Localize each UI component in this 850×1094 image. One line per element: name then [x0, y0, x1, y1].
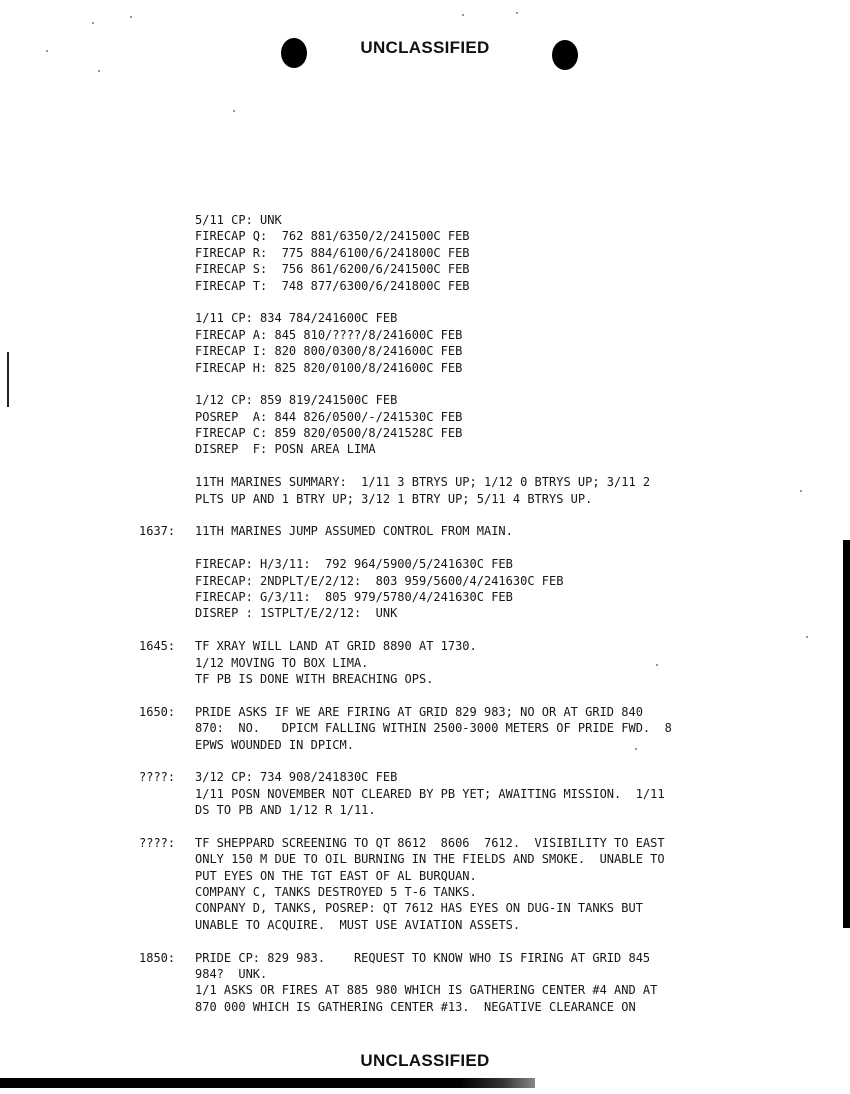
entry-line: 870 000 WHICH IS GATHERING CENTER #13. NEGATIVE CLEARANCE ON	[195, 999, 636, 1014]
scan-speck	[98, 70, 100, 72]
entry-time: 1645:	[139, 639, 176, 654]
entry-body	[195, 556, 850, 622]
log-entry	[0, 523, 850, 539]
entry-line: 11TH MARINES SUMMARY: 1/11 3 BTRYS UP; 1/12 0 BTRYS UP; 3/11 2	[195, 475, 651, 490]
entry-time: 1650:	[139, 704, 176, 719]
entry-line: DS TO PB AND 1/12 R 1/11.	[195, 803, 376, 818]
scan-speck	[46, 50, 48, 52]
entry-line: 1/12 CP: 859 819/241500C FEB	[195, 393, 398, 408]
entry-body	[195, 392, 850, 458]
scan-speck	[516, 12, 518, 14]
entry-line: PRIDE ASKS IF WE ARE FIRING AT GRID 829 983; NO OR AT GRID 840	[195, 704, 643, 719]
entry-line: 984? UNK.	[195, 966, 268, 981]
entry-line: UNABLE TO ACQUIRE. MUST USE AVIATION ASSETS.	[195, 917, 521, 932]
entry-line: 1/12 MOVING TO BOX LIMA.	[195, 655, 369, 670]
top-classification-marking: UNCLASSIFIED	[360, 38, 490, 57]
entry-line: 1/1 ASKS OR FIRES AT 885 980 WHICH IS GATHERING CENTER #4 AND AT	[195, 983, 658, 998]
entry-line: FIRECAP C: 859 820/0500/8/241528C FEB	[195, 426, 463, 441]
entry-line: FIRECAP H: 825 820/0100/8/241600C FEB	[195, 360, 463, 375]
entry-line: EPWS WOUNDED IN DPICM.	[195, 737, 354, 752]
entry-line: TF PB IS DONE WITH BREACHING OPS.	[195, 671, 434, 686]
entry-line: FIRECAP: 2NDPLT/E/2/12: 803 959/5600/4/241630C FEB	[195, 573, 564, 588]
entry-line: 1/11 CP: 834 784/241600C FEB	[195, 311, 398, 326]
entry-line: FIRECAP R: 775 884/6100/6/241800C FEB	[195, 245, 470, 260]
scan-speck	[130, 16, 132, 18]
entry-body	[195, 950, 850, 1016]
entry-line: FIRECAP I: 820 800/0300/8/241600C FEB	[195, 344, 463, 359]
entry-line: 3/12 CP: 734 908/241830C FEB	[195, 770, 398, 785]
log-entry	[0, 310, 850, 376]
entry-body	[195, 212, 850, 294]
entry-line: CONPANY D, TANKS, POSREP: QT 7612 HAS EYES ON DUG-IN TANKS BUT	[195, 901, 643, 916]
entry-line: FIRECAP: G/3/11: 805 979/5780/4/241630C FEB	[195, 589, 513, 604]
entry-line: DISREP F: POSN AREA LIMA	[195, 442, 376, 457]
scan-bottom-bar	[0, 1078, 535, 1088]
entry-body	[195, 523, 850, 539]
entry-gap	[0, 818, 850, 834]
entry-time: 1850:	[139, 950, 176, 965]
entry-line: PRIDE CP: 829 983. REQUEST TO KNOW WHO IS FIRING AT GRID 845	[195, 950, 651, 965]
entry-gap	[0, 933, 850, 949]
entry-line: POSREP A: 844 826/0500/-/241530C FEB	[195, 409, 463, 424]
entry-line: PUT EYES ON THE TGT EAST OF AL BURQUAN.	[195, 868, 477, 883]
entry-line: FIRECAP Q: 762 881/6350/2/241500C FEB	[195, 229, 470, 244]
log-entry	[0, 704, 850, 753]
entry-line: 870: NO. DPICM FALLING WITHIN 2500-3000 METERS OF PRIDE FWD. 8	[195, 721, 672, 736]
entry-line: FIRECAP T: 748 877/6300/6/241800C FEB	[195, 278, 470, 293]
entry-gap	[0, 687, 850, 703]
entry-gap	[0, 507, 850, 523]
entry-time: 1637:	[139, 524, 176, 539]
entry-gap	[0, 622, 850, 638]
log-entry	[0, 835, 850, 933]
entry-body	[195, 638, 850, 687]
entry-line: 11TH MARINES JUMP ASSUMED CONTROL FROM MAIN.	[195, 524, 513, 539]
entry-gap	[0, 294, 850, 310]
log-entry	[0, 392, 850, 458]
entry-time: ????:	[139, 835, 176, 850]
log-entry	[0, 474, 850, 507]
entry-body	[195, 704, 850, 753]
entry-body	[195, 835, 850, 933]
scan-speck	[462, 14, 464, 16]
entry-line: PLTS UP AND 1 BTRY UP; 3/12 1 BTRY UP; 5/11 4 BTRYS UP.	[195, 491, 593, 506]
log-entry	[0, 212, 850, 294]
entry-line: 5/11 CP: UNK	[195, 213, 282, 227]
log-entry	[0, 769, 850, 818]
entry-time: ????:	[139, 770, 176, 785]
entry-gap	[0, 753, 850, 769]
scan-speck	[92, 22, 94, 24]
bottom-classification-marking: UNCLASSIFIED	[360, 1051, 490, 1070]
entry-gap	[0, 376, 850, 392]
scan-speck	[233, 110, 235, 112]
entry-gap	[0, 540, 850, 556]
entry-body	[195, 310, 850, 376]
entry-line: ONLY 150 M DUE TO OIL BURNING IN THE FIELDS AND SMOKE. UNABLE TO	[195, 852, 665, 867]
log-entry	[0, 556, 850, 622]
entry-line: FIRECAP A: 845 810/????/8/241600C FEB	[195, 327, 463, 342]
entry-body	[195, 769, 850, 818]
entry-line: COMPANY C, TANKS DESTROYED 5 T-6 TANKS.	[195, 885, 477, 900]
entry-line: FIRECAP S: 756 861/6200/6/241500C FEB	[195, 262, 470, 277]
entry-line: 1/11 POSN NOVEMBER NOT CLEARED BY PB YET; AWAITING MISSION. 1/11	[195, 786, 665, 801]
entry-body	[195, 474, 850, 507]
entry-line: TF XRAY WILL LAND AT GRID 8890 AT 1730.	[195, 639, 477, 654]
entry-gap	[0, 458, 850, 474]
entry-line: FIRECAP: H/3/11: 792 964/5900/5/241630C FEB	[195, 557, 513, 572]
entry-line: DISREP : 1STPLT/E/2/12: UNK	[195, 606, 398, 621]
log-entry	[0, 950, 850, 1016]
log-entry	[0, 638, 850, 687]
entry-line: TF SHEPPARD SCREENING TO QT 8612 8606 7612. VISIBILITY TO EAST	[195, 835, 665, 850]
log-entries	[0, 212, 850, 1032]
